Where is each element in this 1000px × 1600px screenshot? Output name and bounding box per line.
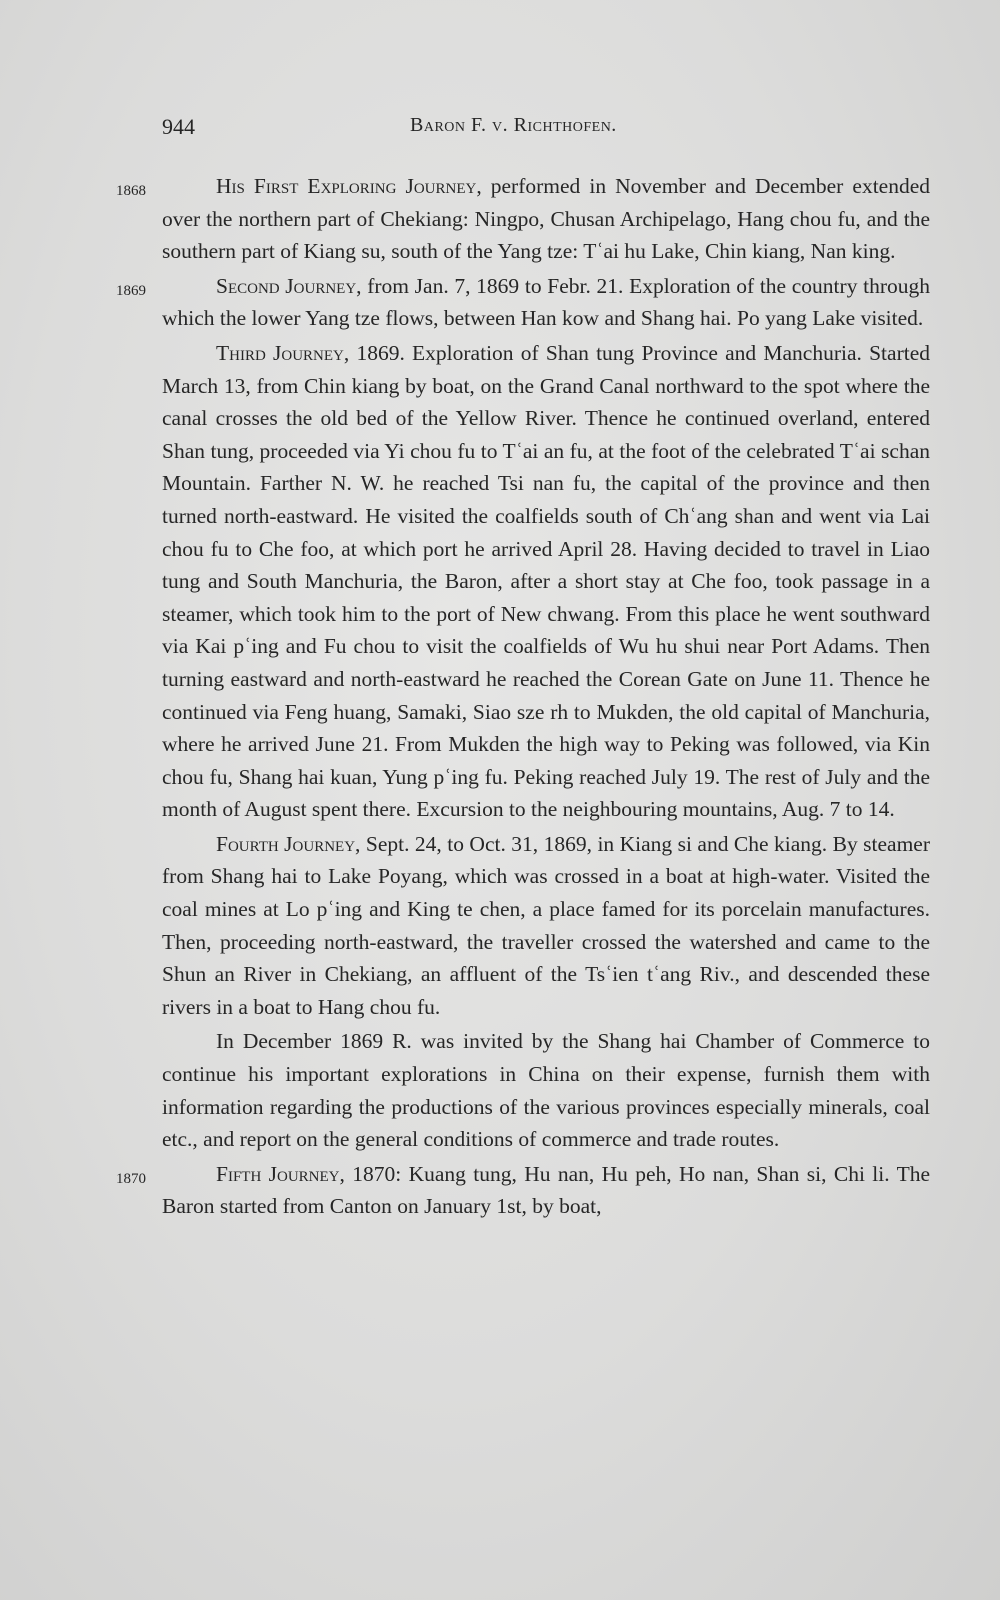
paragraph-first-journey (116, 170, 930, 268)
page-header (162, 114, 932, 148)
paragraph-text: 1870: Kuang tung, Hu nan, Hu peh, Ho nan, Shan si, Chi li. The Baron started from Canton on January 1st, by boat, (162, 1161, 930, 1219)
running-head: Baron F. v. Richthofen. (410, 114, 617, 136)
paragraph-text: from Jan. 7, 1869 to Febr. 21. Exploration of the country through which the lower Yang tze flows, between Han kow and Shang hai. Po yang Lake visited. (162, 273, 930, 331)
body-text (116, 170, 930, 1225)
journey-heading: Fourth Journey, (216, 831, 361, 856)
page-number: 944 (162, 114, 195, 139)
paragraph-fifth-journey (116, 1158, 930, 1223)
paragraph-fourth-journey (162, 828, 930, 1024)
paragraph-third-journey (162, 337, 930, 826)
margin-year: 1870 (116, 1170, 146, 1187)
paragraph-text: performed in November and December extended over the northern part of Chekiang: Ningpo, Chusan Archipelago, Hang chou fu, and the southern part of Kiang su, south of the Yang tze: Tʿai hu Lake, Chin kiang, Nan king. (162, 174, 930, 264)
paragraph-text: In December 1869 R. was invited by the Shang hai Chamber of Commerce to continue his important explorations in China on their expense, furnish them with information regarding the productions of the various provinces especially minerals, coal etc., and report on the general conditions of commerce and trade routes. (162, 1029, 930, 1152)
journey-heading: Second Journey, (216, 273, 362, 298)
margin-year: 1868 (116, 183, 146, 199)
journey-heading: Fifth Journey, (216, 1161, 345, 1186)
margin-year: 1869 (116, 282, 146, 299)
paragraph-chamber-of-commerce (162, 1025, 930, 1155)
paragraph-text: Sept. 24, to Oct. 31, 1869, in Kiang si and Che kiang. By steamer from Shang hai to Lake Poyang, which was crossed in a boat at high-water. Visited the coal mines at Lo pʿing and King te chen, a place famed for its porcelain manufactures. Then, proceeding north-eastward, the traveller crossed the watershed and came to the Shun an River in Chekiang, an affluent of the Tsʿien tʿang Riv., and descended these rivers in a boat to Hang chou fu. (162, 831, 930, 1019)
paragraph-second-journey (116, 270, 930, 335)
journey-heading: Third Journey, (216, 340, 350, 365)
paragraph-text: 1869. Exploration of Shan tung Province and Manchuria. Started March 13, from Chin kiang by boat, on the Grand Canal northward to the spot where the canal crosses the old bed of the Yellow River. Thence he continued overland, entered Shan tung, proceeded via Yi chou fu to Tʿai an fu, at the foot of the celebrated Tʿai schan Mountain. Farther N. W. he reached Tsi nan fu, the capital of the province and then turned north-eastward. He visited the coalfields south of Chʿang shan and went via Lai chou fu to Che foo, at which port he arrived April 28. Having decided to travel in Liao tung and South Manchuria, the Baron, after a short stay at Che foo, took passage in a steamer, which took him to the port of New chwang. From this place he went southward via Kai pʿing and Fu chou to visit the coalfields of Wu hu shui near Port Adams. Then turning eastward and north-eastward he reached the Corean Gate on June 11. Thence he continued via Feng huang, Samaki, Siao sze rh to Mukden, the old capital of Manchuria, where he arrived June 21. From Mukden the high way to Peking was followed, via Kin chou fu, Shang hai kuan, Yung pʿing fu. Peking reached July 19. The rest of July and the month of August spent there. Excursion to the neighbouring mountains, Aug. 7 to 14. (162, 340, 930, 822)
journey-heading: His First Exploring Journey, (216, 174, 482, 198)
